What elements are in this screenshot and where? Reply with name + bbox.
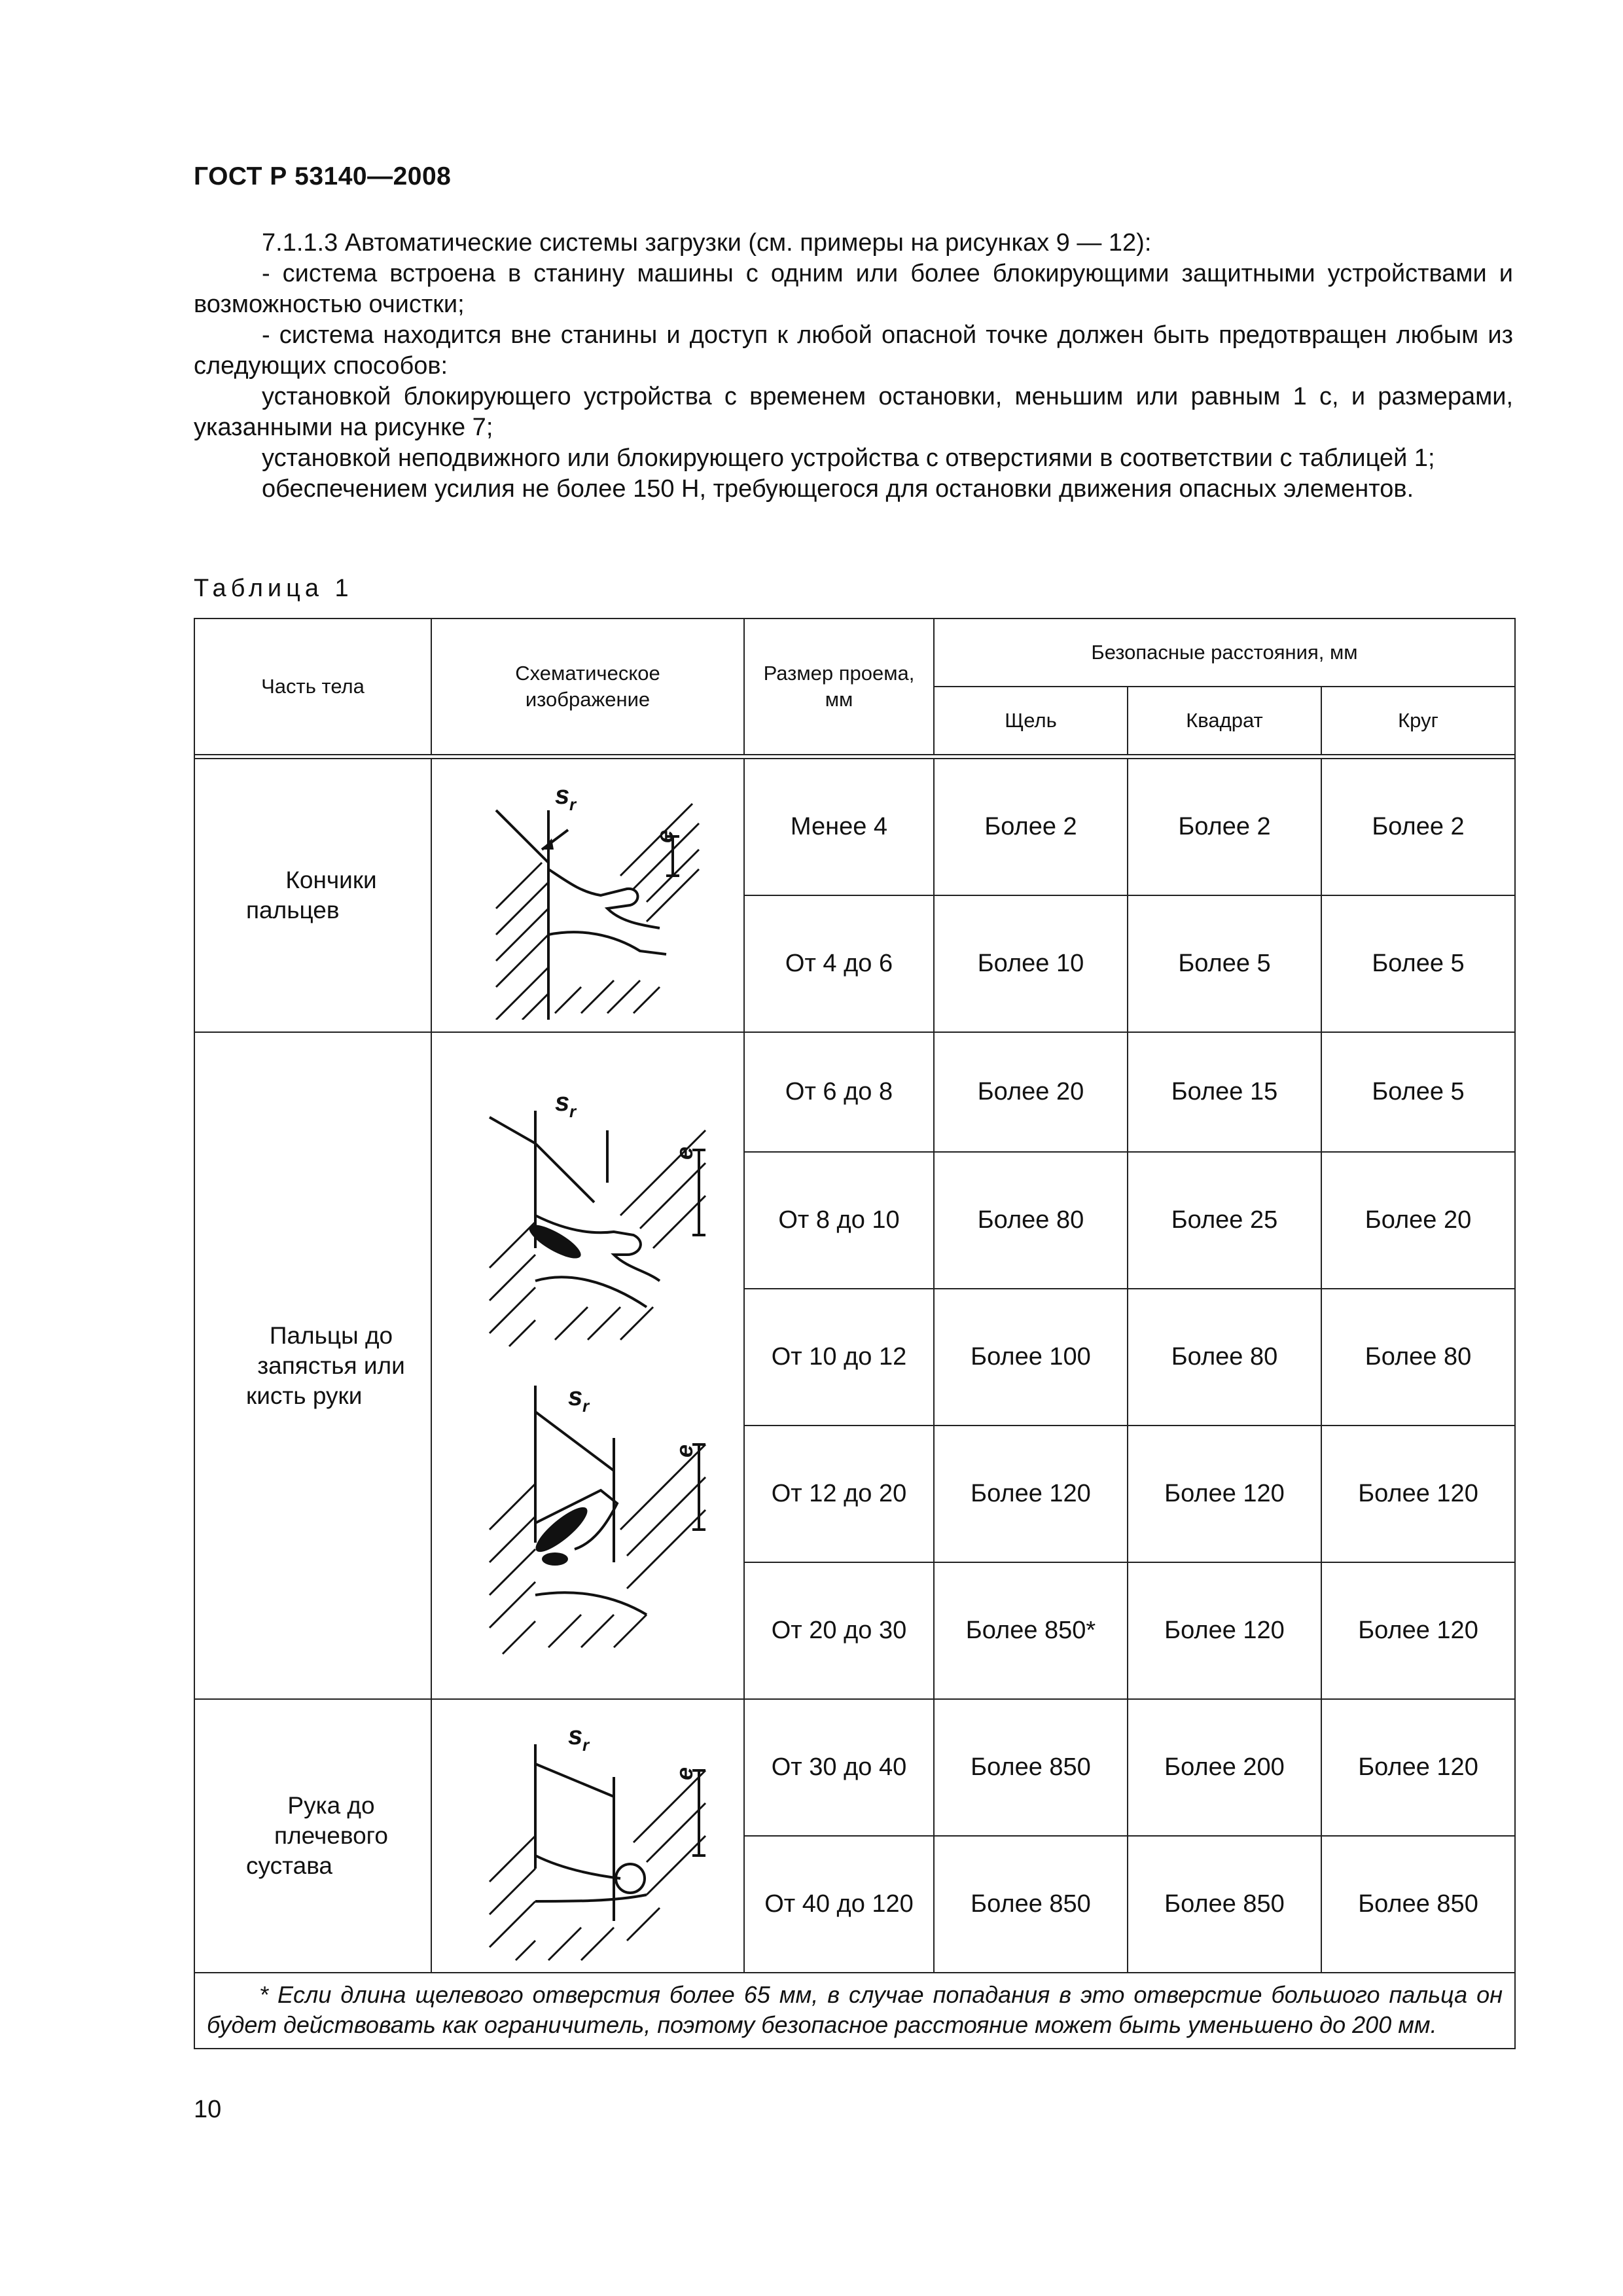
body-text — [194, 228, 1513, 505]
opening-size-cell: От 40 до 120 — [744, 1836, 934, 1973]
table-caption: Таблица 1 — [194, 575, 353, 602]
col-header-opening: Размер проема, мм — [744, 619, 934, 755]
e-label: e — [671, 1767, 698, 1780]
paragraph: - система находится вне станины и доступ к любой опасной точке должен быть предотвращен любым из следующих способов: — [194, 321, 1513, 380]
sr-label: s — [555, 781, 570, 810]
e-label: e — [671, 1146, 698, 1160]
round-distance-cell: Более 120 — [1321, 1562, 1515, 1699]
body-part-cell: Пальцы до запястья или кисть руки — [194, 1032, 431, 1699]
col-header-safe-distances: Безопасные расстояния, мм — [934, 619, 1515, 687]
sr-label: s — [555, 1087, 570, 1117]
slot-distance-cell: Более 850 — [934, 1699, 1128, 1836]
square-distance-cell: Более 25 — [1128, 1152, 1321, 1289]
col-header-schematic: Схематическое изображение — [431, 619, 744, 755]
slot-distance-cell: Более 100 — [934, 1289, 1128, 1426]
col-header-round: Круг — [1321, 687, 1515, 755]
opening-size-cell: От 6 до 8 — [744, 1032, 934, 1152]
slot-distance-cell: Более 10 — [934, 895, 1128, 1032]
round-distance-cell: Более 850 — [1321, 1836, 1515, 1973]
slot-distance-cell: Более 120 — [934, 1426, 1128, 1562]
fingertip-schematic — [431, 759, 744, 1032]
opening-size-cell: От 12 до 20 — [744, 1426, 934, 1562]
round-distance-cell: Более 80 — [1321, 1289, 1515, 1426]
col-header-square: Квадрат — [1128, 687, 1321, 755]
table-row — [194, 1032, 1515, 1152]
square-distance-cell: Более 80 — [1128, 1289, 1321, 1426]
slot-distance-cell: Более 850 — [934, 1836, 1128, 1973]
finger-schematic — [431, 1032, 744, 1699]
fingertip-diagram — [470, 771, 705, 1020]
table-row — [194, 1699, 1515, 1836]
round-distance-cell: Более 2 — [1321, 759, 1515, 895]
body-part-cell: Рука до плечевого сустава — [194, 1699, 431, 1973]
arm-schematic — [431, 1699, 744, 1973]
square-distance-cell: Более 120 — [1128, 1426, 1321, 1562]
square-distance-cell: Более 120 — [1128, 1562, 1321, 1699]
round-distance-cell: Более 120 — [1321, 1426, 1515, 1562]
e-label: e — [651, 829, 678, 843]
opening-size-cell: От 30 до 40 — [744, 1699, 934, 1836]
sr-label: s — [568, 1721, 583, 1750]
paragraph: установкой неподвижного или блокирующего устройства с отверстиями в соответствии с таблицей 1; — [262, 444, 1435, 472]
slot-distance-cell: Более 2 — [934, 759, 1128, 895]
sr-subscript: r — [582, 1735, 590, 1755]
round-distance-cell: Более 20 — [1321, 1152, 1515, 1289]
paragraph: - система встроена в станину машины с одним или более блокирующими защитными устройствами и возможностью очистки; — [194, 260, 1513, 318]
opening-size-cell: От 20 до 30 — [744, 1562, 934, 1699]
opening-size-cell: Менее 4 — [744, 759, 934, 895]
body-part-cell: Кончики пальцев — [194, 759, 431, 1032]
footnote-row — [194, 1973, 1515, 2049]
paragraph: обеспечением усилия не более 150 Н, требующегося для остановки движения опасных элементов. — [262, 475, 1414, 503]
opening-size-cell: От 4 до 6 — [744, 895, 934, 1032]
square-distance-cell: Более 200 — [1128, 1699, 1321, 1836]
slot-distance-cell: Более 20 — [934, 1032, 1128, 1152]
round-distance-cell: Более 5 — [1321, 1032, 1515, 1152]
table-row — [194, 759, 1515, 895]
sr-label: s — [568, 1382, 583, 1411]
arm-diagram — [463, 1705, 712, 1967]
sr-subscript: r — [582, 1395, 590, 1416]
col-header-body-part: Часть тела — [194, 619, 431, 755]
sr-subscript: r — [569, 795, 577, 814]
opening-size-cell: От 8 до 10 — [744, 1152, 934, 1289]
slot-distance-cell: Более 80 — [934, 1152, 1128, 1289]
square-distance-cell: Более 850 — [1128, 1836, 1321, 1973]
e-label: e — [671, 1444, 698, 1458]
sr-subscript: r — [569, 1101, 577, 1121]
safety-distance-table — [194, 618, 1516, 2049]
col-header-slot: Щель — [934, 687, 1128, 755]
opening-size-cell: От 10 до 12 — [744, 1289, 934, 1426]
round-distance-cell: Более 5 — [1321, 895, 1515, 1032]
document-header: ГОСТ Р 53140—2008 — [194, 162, 452, 190]
slot-distance-cell: Более 850* — [934, 1562, 1128, 1699]
round-distance-cell: Более 120 — [1321, 1699, 1515, 1836]
paragraph: установкой блокирующего устройства с временем остановки, меньшим или равным 1 с, и размерами, указанными на рисунке 7; — [194, 383, 1513, 441]
finger-diagram — [463, 1071, 712, 1660]
square-distance-cell: Более 15 — [1128, 1032, 1321, 1152]
paragraph: 7.1.1.3 Автоматические системы загрузки (см. примеры на рисунках 9 — 12): — [262, 229, 1152, 257]
square-distance-cell: Более 2 — [1128, 759, 1321, 895]
page-number: 10 — [194, 2096, 222, 2123]
footnote-text: * Если длина щелевого отверстия более 65 мм, в случае попадания в это отверстие большого пальца он будет действовать как ограничитель, поэтому безопасное расстояние может быть уменьшено до 200 мм. — [207, 1981, 1503, 2038]
square-distance-cell: Более 5 — [1128, 895, 1321, 1032]
table-footnote — [194, 1973, 1515, 2049]
